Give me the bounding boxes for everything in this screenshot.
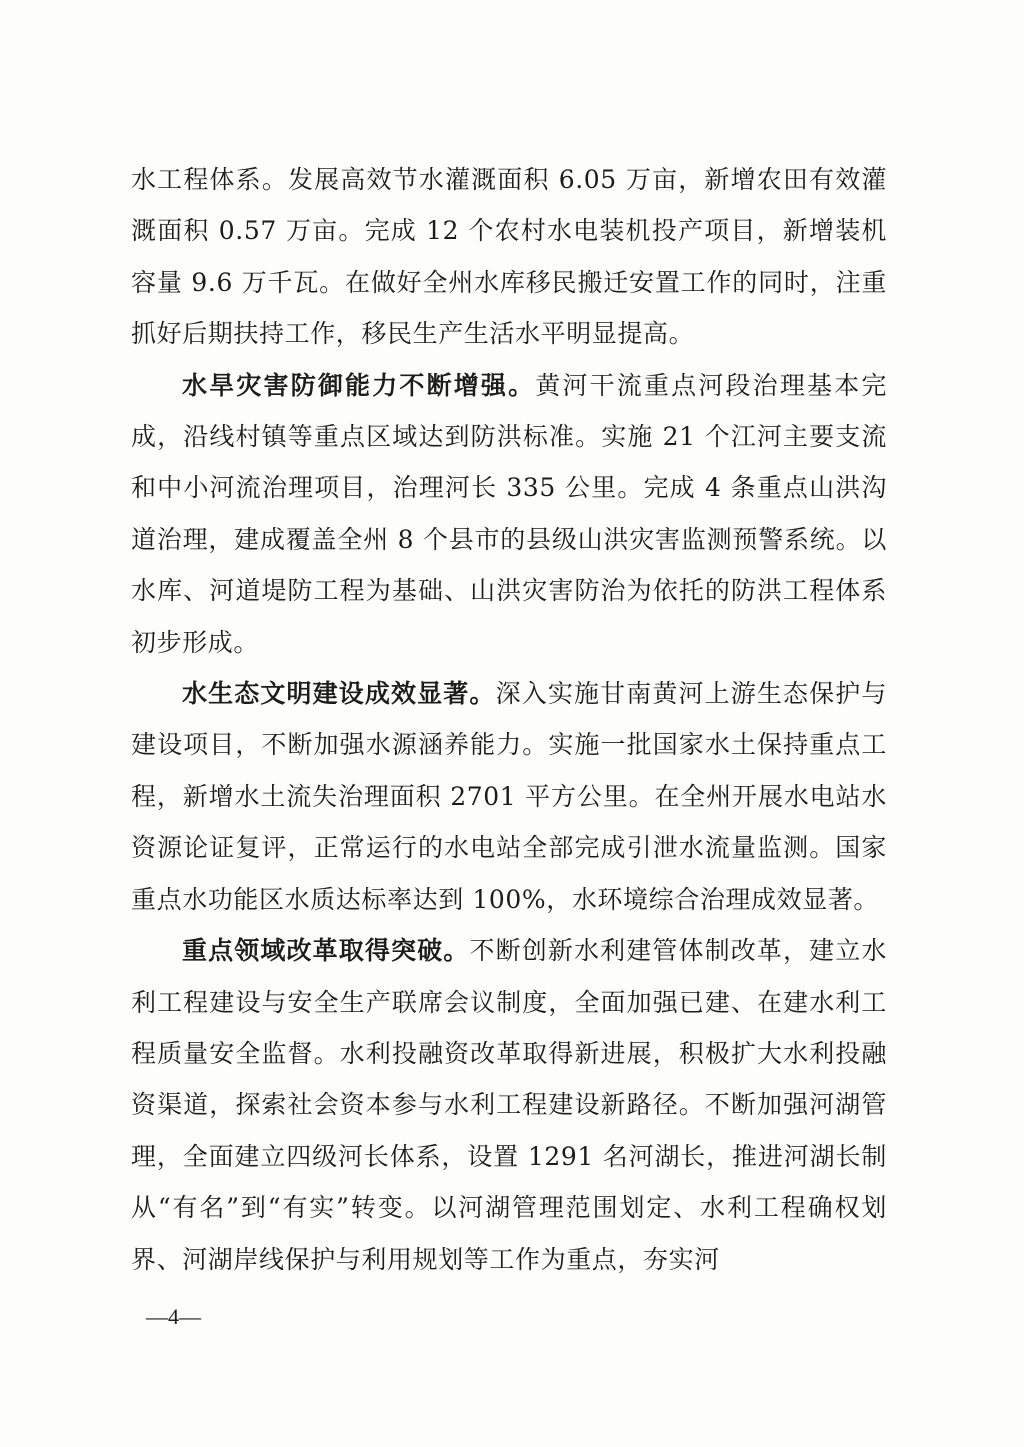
paragraph-lead-heading: 水旱灾害防御能力不断增强。 — [182, 370, 536, 400]
paragraph-text: 水工程体系。发展高效节水灌溉面积 6.05 万亩，新增农田有效灌溉面积 0.57 万亩。完成 12 个农村水电装机投产项目，新增装机容量 9.6 万千瓦。在做好全州水库移民搬迁安置工作的同时，注重抓好后期扶持工作，移民生产生活水平明显提高。 — [131, 165, 887, 349]
paragraph-text: 深入实施甘南黄河上游生态保护与建设项目，不断加强水源涵养能力。实施一批国家水土保持重点工程，新增水土流失治理面积 2701 平方公里。在全州开展水电站水资源论证复评，正常运行的水电站全部完成引泄水流量监测。国家重点水功能区水质达标率达到 100%，水环境综合治理成效显著。 — [131, 679, 887, 914]
paragraph-text: 不断创新水利建管体制改革，建立水利工程建设与安全生产联席会议制度，全面加强已建、在建水利工程质量安全监督。水利投融资改革取得新进展，积极扩大水利投融资渠道，探索社会资本参与水利工程建设新路径。不断加强河湖管理，全面建立四级河长体系，设置 1291 名河湖长，推进河湖长制从“有名”到“有实”转变。以河湖管理范围划定、水利工程确权划界、河湖岸线保护与利用规划等工作为重点，夯实河 — [131, 936, 887, 1274]
paragraph-text: 黄河干流重点河段治理基本完成，沿线村镇等重点区域达到防洪标准。实施 21 个江河主要支流和中小河流治理项目，治理河长 335 公里。完成 4 条重点山洪沟道治理，建成覆盖全州 8 个县市的县级山洪灾害监测预警系统。以水库、河道堤防工程为基础、山洪灾害防治为依托的防洪工程体系初步形成。 — [131, 370, 887, 657]
document-body — [131, 154, 887, 1285]
page-number: —4— — [146, 1304, 201, 1329]
paragraph-lead-heading: 重点领域改革取得突破。 — [182, 936, 470, 966]
paragraph-flood-defense — [131, 360, 887, 668]
paragraph-ecology — [131, 668, 887, 925]
paragraph-continuation — [131, 154, 887, 360]
paragraph-reform — [131, 925, 887, 1285]
paragraph-lead-heading: 水生态文明建设成效显著。 — [182, 679, 496, 709]
